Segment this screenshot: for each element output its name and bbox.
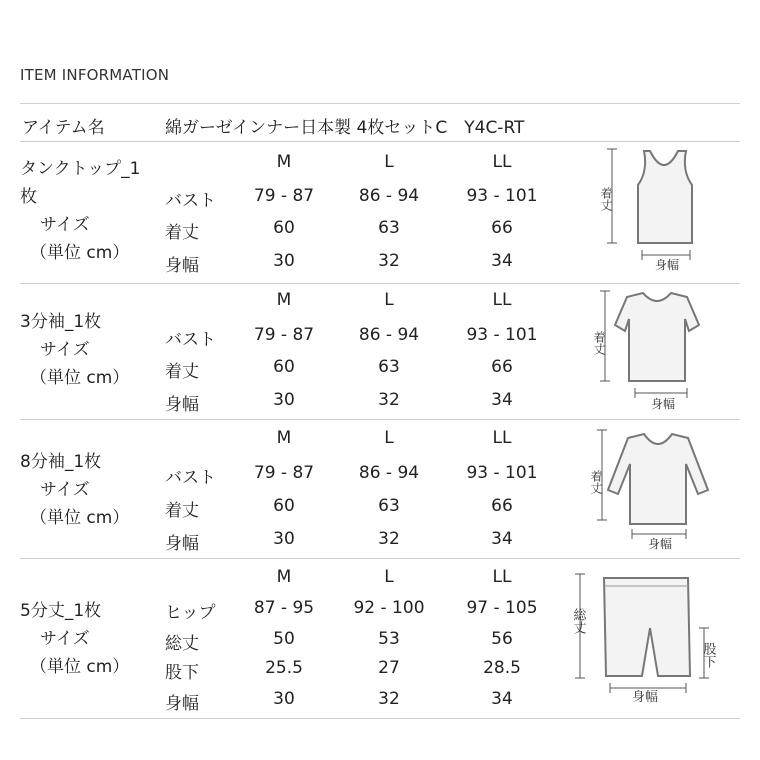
section-title-8bu-sleeve: 8分袖_1枚 サイズ （単位 cm）	[20, 452, 130, 528]
tank-top-diagram	[598, 145, 708, 275]
table-row: バスト 79 - 87 86 - 94 93 - 101	[165, 463, 538, 488]
width-label: 身幅	[655, 258, 680, 272]
size-header-row: M L LL	[276, 290, 512, 310]
table-row: 身幅 30 32 34	[165, 689, 513, 714]
section-title-3bu-sleeve: 3分袖_1枚 サイズ （単位 cm）	[20, 312, 130, 388]
inseam-label: 股下	[700, 642, 716, 668]
length-label: 着丈	[589, 470, 603, 494]
divider	[20, 558, 740, 559]
size-header-row: M L LL	[276, 567, 512, 587]
table-row: 身幅 30 32 34	[165, 390, 513, 415]
divider	[20, 718, 740, 719]
divider	[20, 419, 740, 420]
table-row: 身幅 30 32 34	[165, 251, 513, 276]
section-title-tank-top: タンクトップ_1 枚 サイズ （単位 cm）	[20, 159, 141, 263]
divider	[20, 283, 740, 284]
table-row: 総丈 50 53 56	[165, 629, 513, 654]
item-name-value: 綿ガーゼインナー日本製 4枚セットC Y4C-RT	[165, 118, 525, 138]
short-sleeve-diagram	[592, 285, 710, 415]
width-label: 身幅	[632, 690, 659, 705]
long-sleeve-diagram	[589, 424, 717, 554]
size-header-row: M L LL	[276, 152, 512, 172]
table-row: 着丈 60 63 66	[165, 496, 513, 521]
width-label: 身幅	[651, 397, 676, 411]
divider	[20, 103, 740, 104]
width-label: 身幅	[648, 537, 673, 551]
divider	[20, 141, 740, 142]
item-name-label: アイテム名	[22, 118, 105, 138]
table-row: ヒップ 87 - 95 92 - 100 97 - 105	[165, 598, 538, 623]
size-header-row: M L LL	[276, 428, 512, 448]
table-row: 股下 25.5 27 28.5	[165, 658, 521, 683]
length-label: 総丈	[570, 608, 586, 634]
length-label: 着丈	[592, 331, 606, 355]
shorts-diagram	[570, 568, 730, 708]
table-row: バスト 79 - 87 86 - 94 93 - 101	[165, 325, 538, 350]
section-title-shorts: 5分丈_1枚 サイズ （単位 cm）	[20, 601, 130, 677]
page-heading: ITEM INFORMATION	[20, 66, 170, 84]
table-row: 着丈 60 63 66	[165, 218, 513, 243]
table-row: 身幅 30 32 34	[165, 529, 513, 554]
table-row: バスト 79 - 87 86 - 94 93 - 101	[165, 186, 538, 211]
table-row: 着丈 60 63 66	[165, 357, 513, 382]
length-label: 着丈	[599, 187, 613, 211]
